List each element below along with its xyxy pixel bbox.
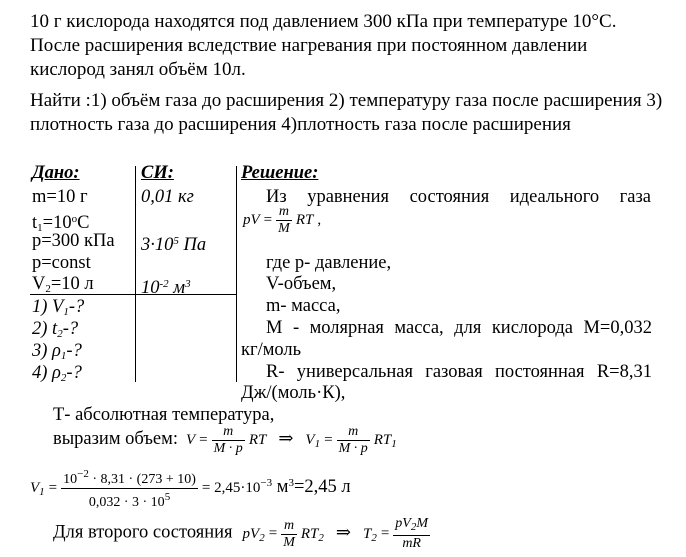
solution-line-mass: m- масса, [266,296,341,316]
si-header: СИ: [141,163,174,183]
question-line-2: плотность газа до расширения 4)плотность газа после расширения [30,114,571,135]
solution-header: Решение: [241,163,319,183]
solution-line-gas-constant-unit: Дж/(моль·К), [241,383,346,403]
equation-v1-numeric: $V_1$ = $\frac{10^{-2} \cdot 8,31 \cdot (273 + 10)}{0,032 \cdot 3 \cdot 10^5}$ = $2,45\cdot 10^{-3}$ $м^3=2,45$ л [30,468,351,510]
find-t2: 2) $t_2-$? [32,319,79,340]
problem-line-2: После расширения вследствие нагревания при постоянном давлении [30,35,588,56]
solution-line-temperature: Т- абсолютная температура, [53,405,275,425]
equation-second-state: Для второго состояния $pV_2$ = $\frac{m}{M}$ $RT_2$ ⇒ $T_2$ = $\frac{pV_2M}{mR}$ [53,516,429,551]
solution-line-pressure: где р- давление, [266,253,392,273]
solution-line-volume: V-объем, [266,274,337,294]
given-temp: $t_1=10^oC$ [32,213,90,234]
given-volume: $V_2=10$ л [32,274,94,295]
si-mass: 0,01 кг [141,187,194,207]
problem-line-1: 10 г кислорода находятся под давлением 300 кПа при температуре 10°С. [30,11,617,32]
find-rho2: 4) $\rho_2-$? [32,363,82,384]
find-rho1: 3) $\rho_1-$? [32,341,82,362]
given-header: Дано: [32,163,80,183]
table-divider-1 [135,166,136,382]
find-v1: 1) $V_1-$? [32,297,85,318]
problem-line-3: кислород занял объём 10л. [30,59,246,80]
si-volume: $10^{-2}$ $м^3$ [141,278,191,298]
question-line-1: Найти :1) объём газа до расширения 2) температуру газа после расширения 3) [30,90,663,111]
solution-line-molar-mass: М - молярная масса, для кислорода М=0,032 [266,318,652,338]
solution-line-gas-constant: R- универсальная газовая постоянная R=8,31 [266,362,652,382]
solution-line-1: Из уравнения состояния идеального газа [266,187,651,207]
given-mass: m=10 г [32,187,88,207]
si-pressure: $3\cdot 10^5$ Па [141,235,207,255]
given-process: p=const [32,253,91,273]
equation-ideal-gas: pV = $\frac{m}{M}$ RT , [243,204,322,236]
solution-line-molar-unit: кг/моль [241,340,302,360]
table-divider-2 [236,166,237,382]
given-pressure: p=300 кПа [32,231,115,251]
equation-volume: выразим объем: V = $\frac{m}{M \cdot p}$ RT ⇒ $V_1$ = $\frac{m}{M \cdot p}$ $RT_1$ [53,424,397,456]
